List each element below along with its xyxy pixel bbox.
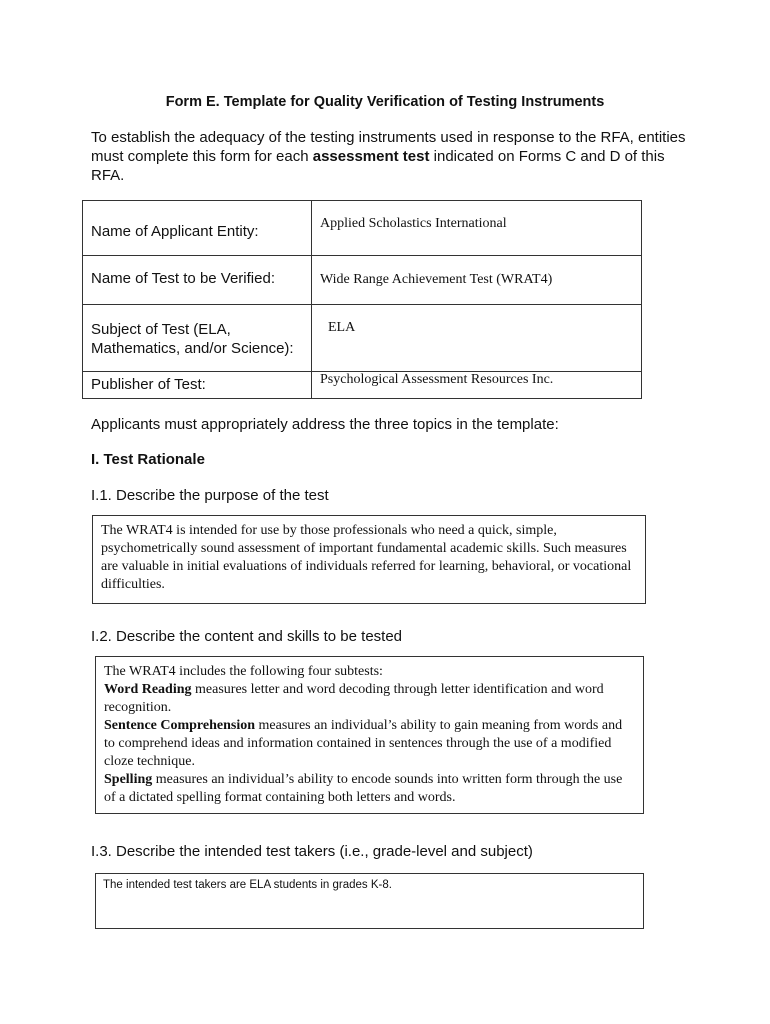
question-3: I.3. Describe the intended test takers (i.e., grade-level and subject) <box>91 843 533 860</box>
subtest-term: Sentence Comprehension <box>104 718 256 733</box>
table-row <box>83 305 642 372</box>
publisher-label: Publisher of Test: <box>91 376 206 393</box>
intro-bold: assessment test <box>312 148 430 165</box>
table-row <box>83 201 642 256</box>
value-cell <box>312 256 642 305</box>
publisher-value: Psychological Assessment Resources Inc. <box>320 372 554 387</box>
question-1: I.1. Describe the purpose of the test <box>91 487 329 504</box>
table-row <box>83 372 642 399</box>
intro-paragraph <box>91 128 691 185</box>
applicant-entity-label: Name of Applicant Entity: <box>91 223 259 240</box>
test-name-value: Wide Range Achievement Test (WRAT4) <box>320 272 553 287</box>
page-title: Form E. Template for Quality Verification of Testing Instruments <box>165 94 605 110</box>
section-heading: I. Test Rationale <box>91 451 205 468</box>
subtest-item <box>104 681 635 717</box>
intro-text-2: indicated on Forms C and D of this RFA. <box>91 148 665 184</box>
subject-value: ELA <box>328 320 356 335</box>
label-cell <box>83 256 312 305</box>
test-name-label: Name of Test to be Verified: <box>91 270 275 287</box>
answer-box-1 <box>92 515 646 604</box>
intro-text-1: To establish the adequacy of the testing instruments used in response to the RFA, entities must complete this form for each <box>91 129 686 165</box>
subtest-item <box>104 717 635 771</box>
applicant-entity-value: Applied Scholastics International <box>320 216 507 231</box>
table-row <box>83 256 642 305</box>
answer-box-2 <box>95 656 644 814</box>
subtest-term: Word Reading <box>104 682 192 697</box>
value-cell <box>312 372 642 399</box>
label-cell <box>83 372 312 399</box>
question-2: I.2. Describe the content and skills to be tested <box>91 628 403 645</box>
subtest-desc: measures an individual’s ability to gain meaning from words and to comprehend ideas and information contained in sentences through the use of a modified cloze technique. <box>104 718 623 769</box>
answer-1-text: The WRAT4 is intended for use by those professionals who need a quick, simple, psychometrically sound assessment of important fundamental academic skills. Such measures are valuable in initial evaluations of individuals referred for learning, behavioral, or vocational difficulties. <box>101 523 632 592</box>
value-cell <box>312 305 642 372</box>
subtest-desc: measures letter and word decoding through letter identification and word recognition. <box>104 682 604 715</box>
subtest-desc: measures an individual’s ability to encode sounds into written form through the use of a dictated spelling format containing both letters and words. <box>104 772 623 805</box>
label-cell <box>83 201 312 256</box>
label-cell <box>83 305 312 372</box>
answer-box-3 <box>95 873 644 929</box>
instructions-text: Applicants must appropriately address the three topics in the template: <box>91 416 559 433</box>
subtests-intro: The WRAT4 includes the following four subtests: <box>104 664 383 679</box>
value-cell <box>312 201 642 256</box>
subtest-item <box>104 771 635 807</box>
subject-label: Subject of Test (ELA, Mathematics, and/or Science): <box>91 321 294 357</box>
info-table <box>82 200 642 399</box>
answer-3-text: The intended test takers are ELA students in grades K-8. <box>103 879 392 891</box>
subtest-term: Spelling <box>104 772 153 787</box>
